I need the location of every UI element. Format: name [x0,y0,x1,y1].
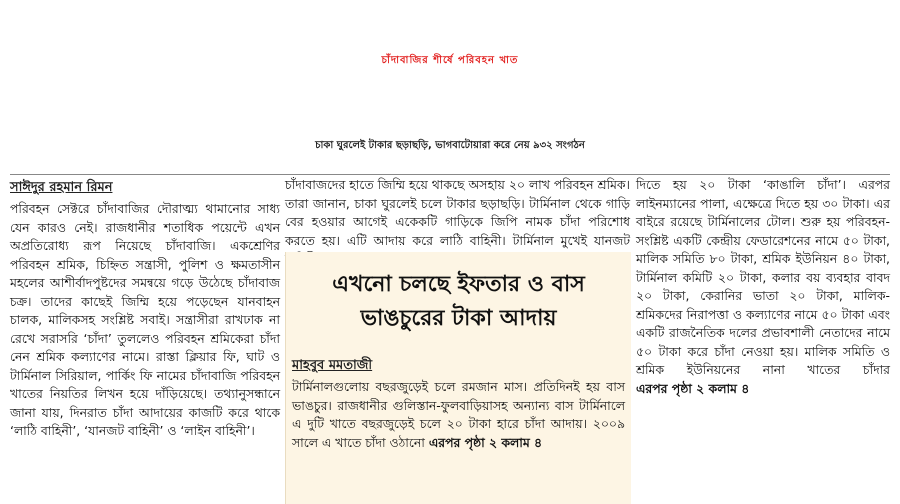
left-column-text: পরিবহন সেক্টরে চাঁদাবাজির দৌরাত্ম্য থামানোর সাধ্য যেন কারও নেই। রাজধানীর শতাধিক পয়েন্টে এখন অপ্রতিরোধ্য রূপ নিয়েছে চাঁদাবাজি। একশ্রেণির পরিবহন শ্রমিক, চিহ্নিত সন্ত্রাসী, পুলিশ ও ক্ষমতাসীন মহলের আশীর্বাদপুষ্টদের সমন্বয়ে গড়ে উঠেছে চাঁদাবাজ চক্র। তাদের কাছেই জিম্মি হয়ে পড়েছেন যানবাহন চালক, মালিকসহ সংশ্লিষ্ট সবাই। সন্ত্রাসীরা রাখঢাক না রেখে সরাসরি ‘চাঁদা’ তুললেও পরিবহন শ্রমিকেরা চাঁদা নেন শ্রমিক কল্যাণের নামে। রাস্তা ক্লিয়ার ফি, ঘাট ও টার্মিনাল সিরিয়াল, পার্কিং ফি নামের চাঁদাবাজি পরিবহন খাতের নিয়তির লিখন হয়ে দাঁড়িয়েছে। তথ্যানুসন্ধানে জানা যায়, দিনরাত চাঁদা আদায়ের কাজটি করে থাকে ‘লাঠি বাহিনী’, ‘যানজট বাহিনী’ ও ‘লাইন বাহিনী’। [10,201,280,438]
main-headline: চাঁদাবাজির শীর্ষে পরিবহন খাত [381,55,519,66]
right-jump-link[interactable]: এরপর পৃষ্ঠা ২ কলাম ৪ [636,380,750,396]
right-column [636,176,890,502]
box-text-paragraph [292,378,625,452]
box-text-body: টার্মিনালগুলোয় বছরজুড়েই চলে রমজান মাস। প্রতিদিনই হয় বাস ভাঙচুর। রাজধানীর গুলিস্তান-ফুলবাড়িয়াসহ অন্যান্য বাস টার্মিনালে এ দুটি খাতে বছরজুড়েই চলে ২০ টাকা হারে চাঁদা আদায়। ২০০৯ সালে এ খাতে চাঁদা ওঠানো [292,379,625,450]
middle-top-text: চাঁদাবাজদের হাতে জিম্মি হয়ে থাকছে অসহায় ২০ লাখ পরিবহন শ্রমিক। তারা জানান, চাকা ঘুরলেই চলে টাকার ছড়াছড়ি। টার্মিনাল থেকে গাড়ি বের হওয়ার আগেই একেকটি গাড়িকে জিপি নামক চাঁদা পরিশোধ করতে হয়। এটি আদায় করে লাঠি বাহিনী। টার্মিনাল মুখেই যানজট [285,177,630,248]
middle-top-column [285,176,630,251]
box-headline-line1: এখনো চলছে ইফতার ও বাস [332,272,585,297]
sidebar-story-box [285,252,631,504]
box-byline: মাহবুব মমতাজী [292,358,373,373]
box-headline [286,268,631,336]
box-text [292,378,625,502]
right-column-body: দিতে হয় ২০ টাকা ‘কাঙালি চাঁদা’। এরপর লাইনম্যানের পালা, এক্ষেত্রে দিতে হয় ৩০ টাকা। এর বাইরে রয়েছে টার্মিনালের টোল। শুরু হয় পরিবহন-সংশ্লিষ্ট একটি কেন্দ্রীয় ফেডারেশনের নামে ৫০ টাকা, মালিক সমিতি ৮০ টাকা, শ্রমিক ইউনিয়ন ৪০ টাকা, টার্মিনাল কমিটি ২০ টাকা, কলার বয় ব্যবহার বাবদ ২০ টাকা, কেরানির ভাতা ২০ টাকা, মালিক-শ্রমিকদের নিরাপত্তা ও কল্যাণের নামে ৫০ টাকা এবং একটি রাজনৈতিক দলের প্রভাবশালী নেতাদের নামে ৫০ টাকা করে চাঁদা নেওয়া হয়। মালিক সমিতি ও শ্রমিক ইউনিয়নের নানা খাতের চাঁদার [636,177,890,377]
left-column [10,200,280,500]
box-headline-line2: ভাঙচুরের টাকা আদায় [360,306,557,331]
sub-headline: চাকা ঘুরলেই টাকার ছড়াছড়ি, ভাগবাটোয়ারা করে নেয় ৯৩২ সংগঠন [315,140,585,151]
main-byline: সাঈদুর রহমান রিমন [10,180,113,195]
headline-divider [10,174,890,175]
right-column-text [636,176,890,398]
box-jump-link[interactable]: এরপর পৃষ্ঠা ২ কলাম ৪ [428,434,543,450]
